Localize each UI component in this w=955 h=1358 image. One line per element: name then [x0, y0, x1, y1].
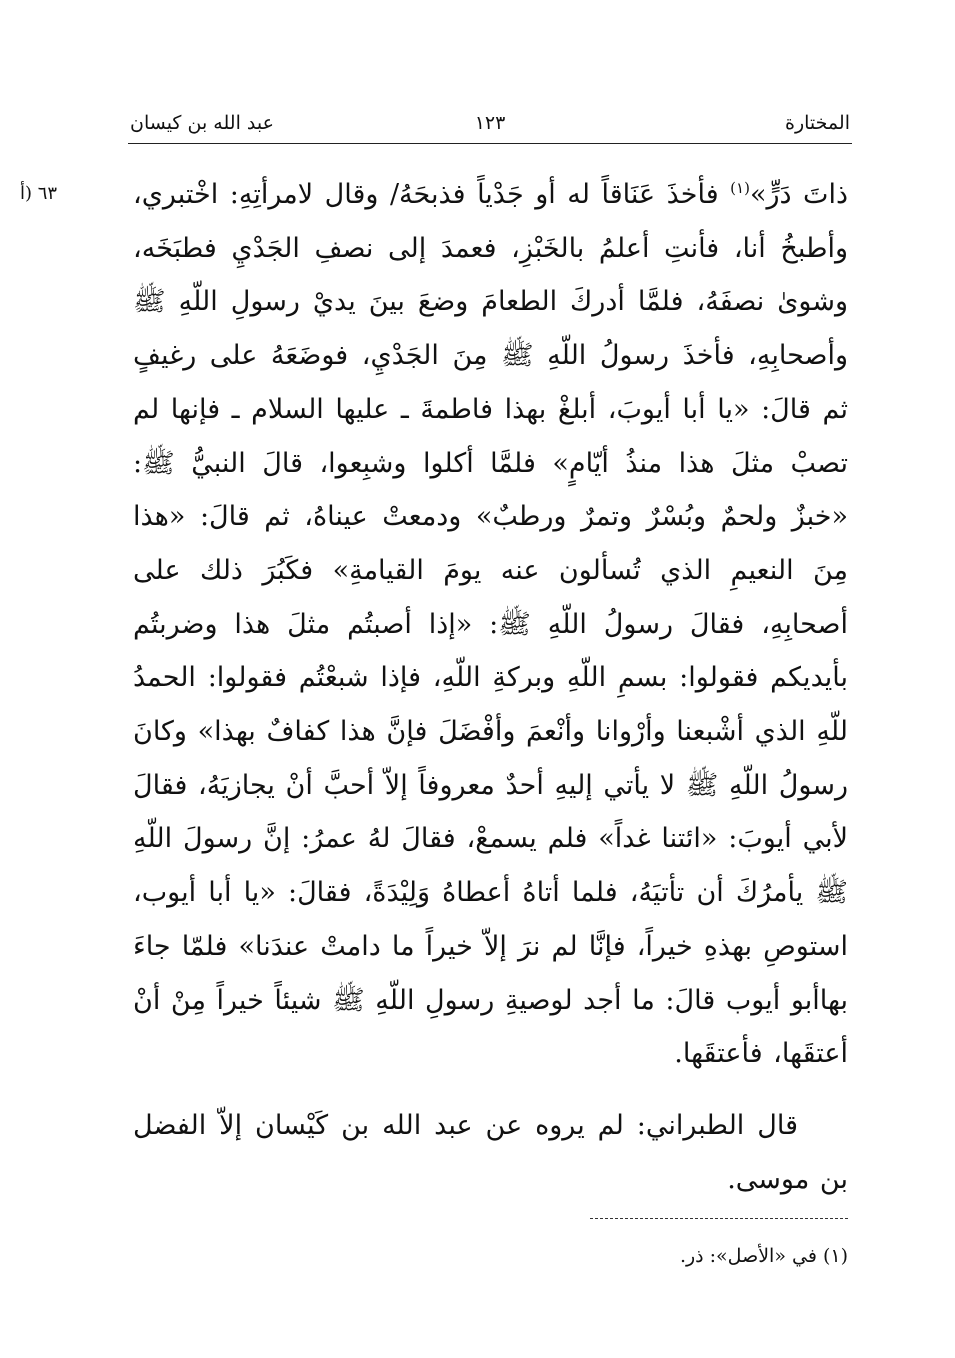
footnote-text: (١) في «الأصل»: ذر.: [679, 1245, 848, 1267]
paragraph-hadith: [133, 168, 848, 1081]
page-number: ١٢٣: [474, 112, 506, 134]
paragraph-tabarani-note: قال الطبراني: لم يروه عن عبد الله بن كَيْسان إلاّ الفضل بن موسى.: [133, 1109, 848, 1195]
header-rule: [128, 143, 852, 144]
manuscript-folio-note: ٦٣ (أ: [20, 183, 58, 204]
footnote-separator: [590, 1218, 848, 1219]
main-text: [133, 168, 848, 1206]
paragraph-rest: فأخذَ عَنَاقاً له أو جَدْياً فذبحَهُ/ وقال لامرأتِهِ: اخْتبري، وأطبخُ أنا، فأنتِ أعلمُ بالخَبْزِ، فعمدَ إلى نصفِ الجَدْيِ فطبَخَه، وشوىٰ نصفَهُ، فلمَّا أدركَ الطعامَ وضعَ بينَ يديْ رسولِ اللّهِ ﷺ وأصحابِهِ، فأخذَ رسولُ اللّهِ ﷺ مِنَ الجَدْيِ، فوضَعَهُ على رغيفٍ ثم قالَ: «يا أبا أيوبَ، أبلغْ بهذا فاطمةَ ـ عليها السلام ـ فإنها لم تصبْ مثلَ هذا منذُ أيّامٍ» فلمَّا أكلوا وشبِعوا، قالَ النبيُّ ﷺ: «خبزٌ ولحمٌ وبُسْرٌ وتمرٌ ورطبٌ» ودمعتْ عيناهُ، ثم قالَ: «هذا مِنَ النعيمِ الذي تُسألون عنه يومَ القيامةِ» فكَبُرَ ذلك على أصحابِهِ، فقالَ رسولُ اللّهِ ﷺ: «إذا أصبتُم مثلَ هذا وضربتُم بأيديكم فقولوا: بسمِ اللّهِ وبركةِ اللّهِ، فإذا شبعْتُم فقولوا: الحمدُ للّهِ الذي أشْبعنا وأرْوانا وأنْعمَ وأفْضَلَ فإنَّ هذا كفافٌ بهذا» وكانَ رسولُ اللّهِ ﷺ لا يأتي إليهِ أحدٌ معروفاً إلاّ أحبَّ أنْ يجازيَهُ، فقالَ لأبي أيوبَ: «ائتنا غداً» فلم يسمعْ، فقالَ لهُ عمرُ: إنَّ رسولَ اللّهِ ﷺ يأمرُكَ أن تأتيَهُ، فلما أتاهُ أعطاهُ وَلِيْدَةً، فقالَ: «يا أبا أيوب، استوصِ بهذهِ خيراً، فإنَّا لم نرَ إلاّ خيراً ما دامتْ عندَنا» فلمّا جاءَ بهاأبو أيوب قالَ: ما أجد لوصيةِ رسولِ اللّهِ ﷺ شيئاً خيراً مِنْ أنْ أعتقَها، فأعتقَها.: [133, 179, 848, 1070]
page-header: [130, 112, 850, 142]
book-title: المختارة: [785, 112, 850, 134]
chapter-title: عبد الله بن كيسان: [130, 112, 274, 134]
paragraph-start: ذاتَ دَرٍّ»: [749, 179, 849, 210]
footnote-ref[interactable]: (١): [730, 179, 750, 197]
